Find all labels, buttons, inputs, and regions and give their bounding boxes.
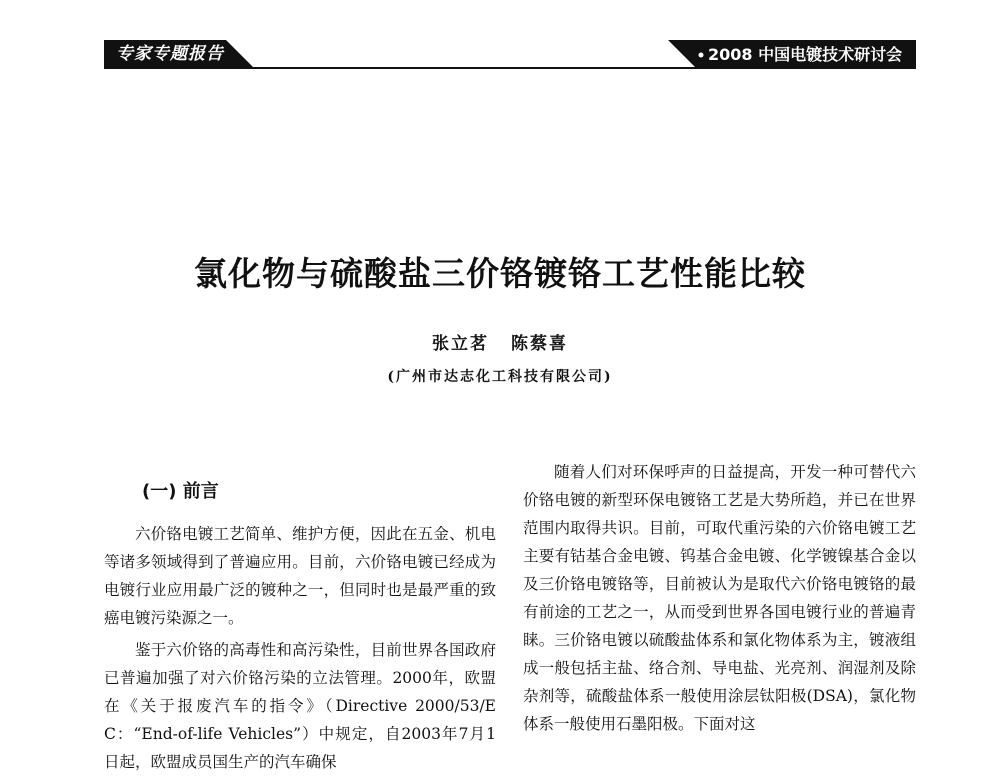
header-left-banner: [104, 40, 254, 68]
author-name: 陈蔡喜: [511, 334, 568, 354]
body-paragraph: 鉴于六价铬的高毒性和高污染性，目前世界各国政府已普遍加强了对六价铬污染的立法管理。2000年，欧盟在《关于报废汽车的指令》（Directive 2000/53/EC：“End-of-life Vehicles”）中规定，自2003年7月1日起，欧盟成员国生产的汽车确保: [104, 641, 496, 771]
author-name: 张立茗: [432, 334, 489, 354]
author-list: [0, 333, 1000, 355]
left-column: [104, 470, 496, 776]
header-rule: [104, 67, 916, 69]
section-heading: (一) 前言: [142, 481, 219, 502]
body-paragraph: 六价铬电镀工艺简单、维护方便，因此在五金、机电等诸多领域得到了普遍应用。目前，六价铬电镀已经成为电镀行业应用最广泛的镀种之一，但同时也是最严重的致癌电镀污染源之一。: [104, 525, 496, 627]
header-left-label: 专家专题报告: [116, 44, 224, 64]
header-right-label: 2008 中国电镀技术研讨会: [708, 45, 903, 64]
article-title: 氯化物与硫酸盐三价铬镀铬工艺性能比较: [194, 254, 806, 293]
bullet-dot-icon: [699, 53, 704, 58]
header-right-banner: [668, 40, 916, 68]
body-paragraph: 随着人们对环保呼声的日益提高，开发一种可替代六价铬电镀的新型环保电镀铬工艺是大势所趋，并已在世界范围内取得共识。目前，可取代重污染的六价铬电镀工艺主要有钴基合金电镀、钨基合金电镀、化学镀镍基合金以及三价铬电镀铬等，目前被认为是取代六价铬电镀铬的最有前途的工艺之一，从而受到世界各国电镀行业的普遍青睐。三价铬电镀以硫酸盐体系和氯化物体系为主，镀液组成一般包括主盐、络合剂、导电盐、光亮剂、润湿剂及除杂剂等，硫酸盐体系一般使用涂层钛阳极(DSA)，氯化物体系一般使用石墨阳极。下面对这: [523, 463, 916, 733]
right-column: [523, 458, 916, 738]
author-affiliation: (广州市达志化工科技有限公司): [387, 369, 613, 385]
